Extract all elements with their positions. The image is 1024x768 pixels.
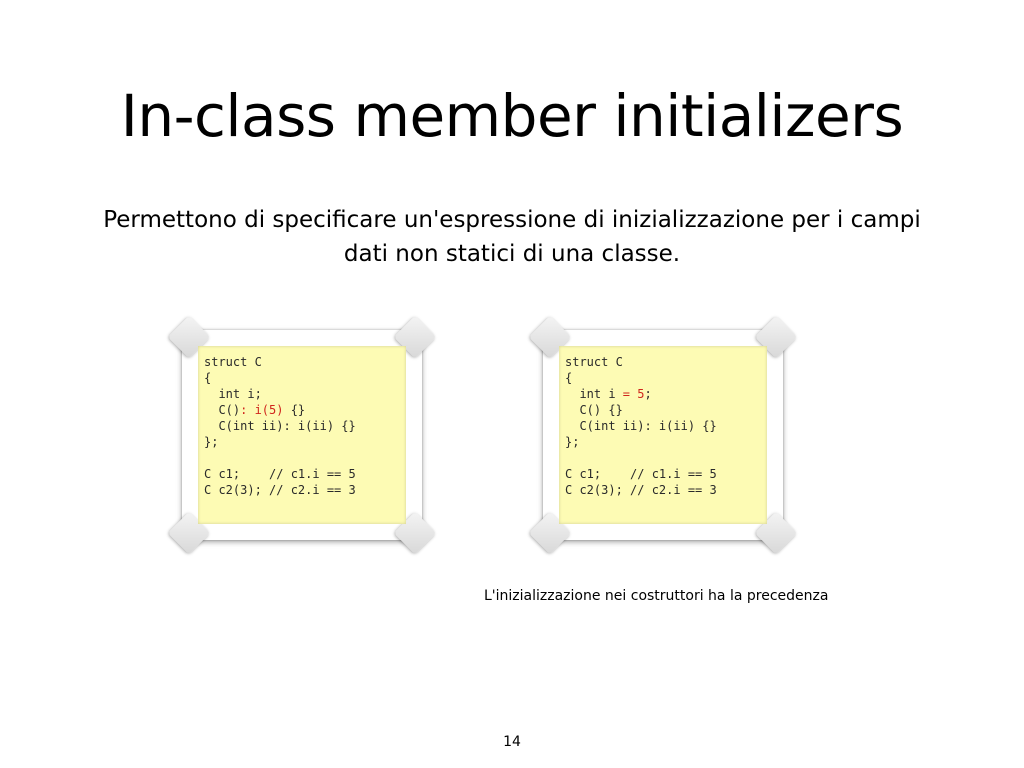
- code-line: int i: [565, 387, 616, 401]
- code-line: C c2(3); // c2.i == 3: [565, 483, 717, 497]
- code-line: int i;: [204, 387, 262, 401]
- slide-subtitle: Permettono di specificare un'espressione di inizializzazione per i campi dati non statici di una classe.: [103, 207, 921, 267]
- code-line: struct C: [204, 355, 262, 369]
- slide-title: In-class member initializers: [120, 82, 904, 150]
- code-block-left: [204, 354, 356, 498]
- code-card-right: [543, 330, 783, 540]
- code-highlight: : i(5): [240, 403, 284, 417]
- code-line: struct C: [565, 355, 623, 369]
- code-line: C(int ii): i(ii) {}: [204, 419, 356, 433]
- code-line: C(int ii): i(ii) {}: [565, 419, 717, 433]
- page-number: 14: [503, 734, 521, 750]
- code-card-left: [182, 330, 422, 540]
- code-block-right: [565, 354, 717, 498]
- code-line: ;: [644, 387, 652, 401]
- code-line: C c1; // c1.i == 5: [565, 467, 717, 481]
- code-line: {}: [283, 403, 306, 417]
- code-line: C(): [204, 403, 241, 417]
- code-line: C c1; // c1.i == 5: [204, 467, 356, 481]
- precedence-note: L'inizializzazione nei costruttori ha la precedenza: [484, 588, 829, 604]
- code-line: C() {}: [565, 403, 623, 417]
- code-line: {: [204, 371, 212, 385]
- code-highlight: = 5: [615, 387, 645, 401]
- code-line: C c2(3); // c2.i == 3: [204, 483, 356, 497]
- code-line: };: [565, 435, 580, 449]
- code-line: };: [204, 435, 219, 449]
- code-line: {: [565, 371, 573, 385]
